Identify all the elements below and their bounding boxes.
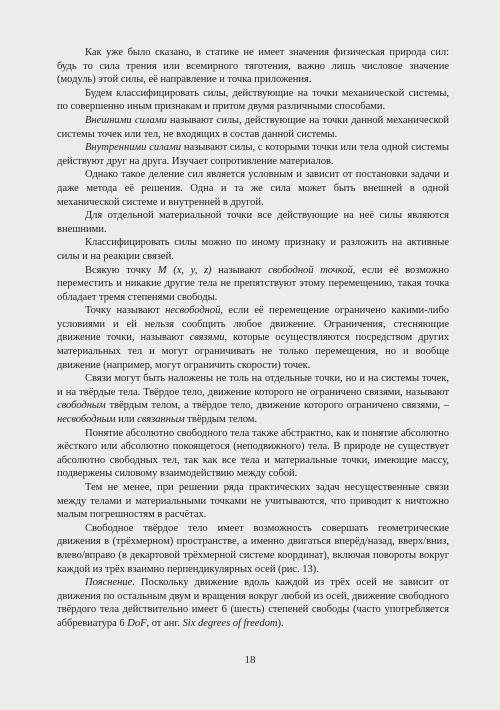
italic-term: свободной точкой [268, 264, 353, 276]
text-run: ). [277, 617, 284, 629]
text-run: твёрдым телом. [184, 414, 258, 426]
italic-term: Внутренними силами [85, 142, 182, 154]
text-run: Всякую точку [85, 264, 158, 276]
paragraph [57, 481, 449, 522]
text-run: Связи могут быть наложены не толь на отдельные точки, но и на системы точек, и на твёрдые тела. Твёрдое тело, движение которого не ограничено связями, называют [57, 373, 449, 398]
text-run: , которые осуществляются посредством других материальных тел и могут ограничивать не только перемещения, но и вообще движение (например, могут ограничить скорости) точек. [57, 332, 449, 371]
text-run: Для отдельной материальной точки все действующие на неё силы являются внешними. [57, 210, 449, 235]
italic-term: M (x, y, z) [157, 264, 212, 276]
italic-term: несвободной [165, 305, 221, 317]
italic-term: Six degrees of freedom [182, 617, 278, 629]
paragraph [57, 427, 449, 481]
italic-term: Пояснение. [85, 577, 135, 589]
text-run: называют [211, 264, 269, 276]
body-text [57, 46, 449, 631]
text-run: Однако такое деление сил является условным и зависит от постановки задачи и даже метода её решения. Одна и та же сила может быть внешней в одной механической системе и внутренней в другой. [57, 169, 449, 208]
text-run: , от анг. [146, 617, 183, 629]
paragraph [57, 209, 449, 236]
paragraph [57, 304, 449, 372]
text-run: Поскольку движение вдоль каждой из трёх осей не зависит от движения по остальным двум и вращения вокруг любой из осей, движение свободного твёрдого тела действительно имеет 6 (шесть) степеней свободы (часто употребляется аббревиатура 6 [57, 577, 449, 629]
paragraph [57, 236, 449, 263]
text-run: Как уже было сказано, в статике не имеет значения физическая природа сил: будь то сила трения или всемирного тяготения, важно лишь числовое значение (модуль) этой силы, её направление и точка приложения. [57, 47, 449, 86]
paragraph [57, 372, 449, 426]
text-run: , если её возможно переместить и никакие другие тела не препятствуют этому перемещению, такая точка обладает тремя степенями свободы. [57, 264, 449, 303]
italic-term: несвободным [57, 414, 116, 426]
italic-term: связями [189, 332, 225, 344]
paragraph [57, 576, 449, 630]
paragraph [57, 114, 449, 141]
text-run: Тем не менее, при решении ряда практических задач несущественные связи между телами и материальными точками не учитываются, что приводит к ничтожно малым погрешностям в расчётах. [57, 482, 449, 521]
text-run: Классифицировать силы можно по иному признаку и разложить на активные силы и на реакции связей. [57, 237, 449, 262]
text-run: называют силы, с которыми точки или тела одной системы действуют друг на друга. Изучает сопротивление материалов. [57, 142, 449, 167]
italic-term: свободным [57, 400, 106, 412]
paragraph [57, 141, 449, 168]
text-run: Свободное твёрдое тело имеет возможность совершать геометрические движения в (трёхмерном) пространстве, а именно двигаться вперёд/назад, вверх/вниз, влево/вправо (в декартовой трёхмерной системе координат), включая повороты вокруг каждой из трёх взаимно перпендикулярных осей (рис. 13). [57, 522, 449, 575]
text-run: Понятие абсолютно свободного тела также абстрактно, как и понятие абсолютно жёсткого или абсолютно покоящегося (неподвижного) тела. В природе не существует абсолютно свободных тел, так как все тела и материальные точки, имеющие массу, подвержены силовому взаимодействию между собой. [57, 427, 449, 480]
paragraph [57, 87, 449, 114]
italic-term: DoF [127, 617, 147, 629]
text-run: называют силы, действующие на точки данной механической системы точек или тел, не входящих в состав данной системы. [57, 114, 449, 140]
page-number: 18 [244, 654, 256, 666]
paragraph [57, 46, 449, 87]
text-run: твёрдым телом, а твёрдое тело, движение которого ограничено связями, – [105, 400, 449, 412]
text-run: Точку называют [85, 305, 166, 317]
text-run: Будем классифицировать силы, действующие на точки механической системы, по совершенно иным признакам и притом двумя различными способами. [57, 87, 449, 113]
paragraph [57, 522, 449, 576]
italic-term: связанным [137, 414, 185, 426]
paragraph [57, 168, 449, 209]
text-run: , если её перемещение ограничено какими-либо условиями и ей нельзя сообщить любое движение. Ограничения, стесняющие движение точки, называют [57, 305, 449, 344]
paragraph [57, 264, 449, 305]
text-run: или [115, 414, 138, 426]
italic-term: Внешними силами [85, 114, 167, 126]
